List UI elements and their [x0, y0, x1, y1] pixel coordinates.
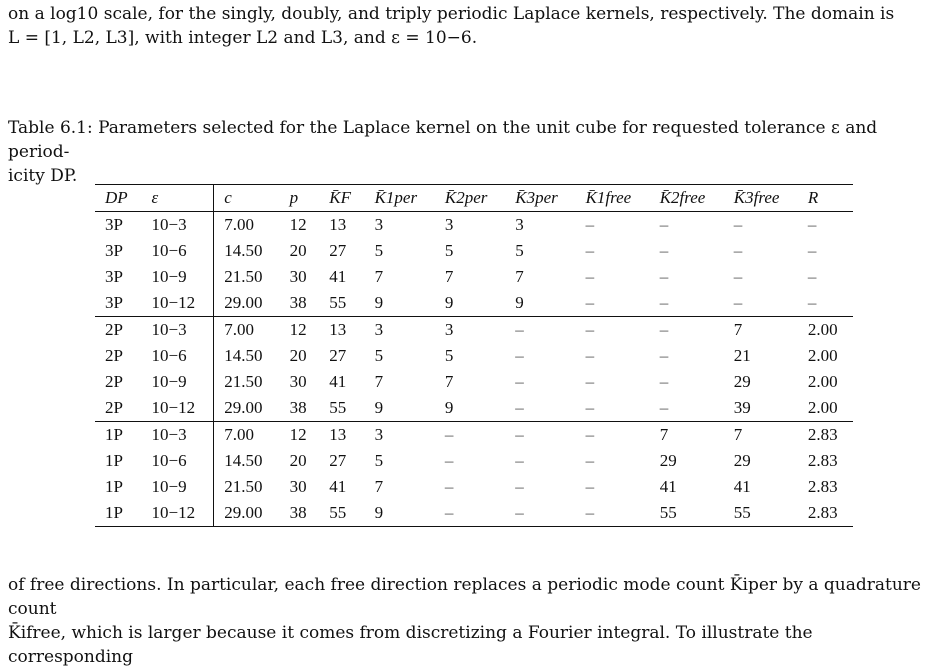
paragraph-top [8, 2, 941, 50]
cell-c: 7.00 [224, 215, 254, 234]
table-row [95, 395, 853, 422]
cell-k3per: 3 [515, 215, 524, 234]
paragraph-top-line2: L = [1, L2, L3], with integer L2 and L3, and ε = 10−6. [8, 28, 478, 48]
cell-epsilon: 10−12 [141, 500, 213, 527]
cell-k3free: 7 [733, 425, 743, 444]
cell-k1free: – [585, 503, 595, 522]
cell-p: 12 [289, 215, 307, 234]
cell-dp: 3P [105, 215, 123, 234]
cell-dp: 2P [105, 372, 123, 391]
cell-epsilon: 10−9 [141, 474, 213, 500]
cell-k1free: – [585, 372, 595, 391]
cell-c: 21.50 [224, 477, 263, 496]
cell-k2free: – [659, 267, 669, 286]
cell-p: 38 [289, 293, 307, 312]
cell-k2free: 7 [659, 425, 669, 444]
cell-c: 7.00 [224, 425, 254, 444]
cell-k1per: 3 [374, 215, 384, 234]
cell-c: 21.50 [224, 372, 263, 391]
cell-dp: 1P [105, 503, 123, 522]
cell-epsilon: 10−3 [141, 422, 213, 449]
cell-r: 2.00 [807, 398, 838, 417]
cell-r: 2.83 [807, 425, 838, 444]
cell-k1per: 5 [374, 241, 384, 260]
cell-epsilon: 10−12 [141, 290, 213, 317]
cell-k2per: 5 [444, 346, 454, 365]
cell-k2per: 3 [444, 320, 454, 339]
cell-k2free: – [659, 241, 669, 260]
cell-c: 29.00 [224, 503, 263, 522]
cell-p: 30 [289, 477, 307, 496]
cell-c: 21.50 [224, 267, 263, 286]
header-k3free: K̄3free [733, 188, 780, 207]
cell-dp: 3P [105, 267, 123, 286]
cell-dp: 2P [105, 398, 123, 417]
cell-k1per: 7 [374, 267, 384, 286]
table-row [95, 212, 853, 239]
cell-k1per: 5 [374, 451, 384, 470]
table-row [95, 422, 853, 449]
cell-k2per: 5 [444, 241, 454, 260]
cell-kf: 27 [329, 451, 347, 470]
cell-k2free: – [659, 293, 669, 312]
cell-k2per: 3 [444, 215, 454, 234]
table-row [95, 474, 853, 500]
cell-r: – [807, 241, 817, 260]
cell-k2per: 7 [444, 372, 454, 391]
header-k1per: K̄1per [374, 188, 418, 207]
table-row [95, 264, 853, 290]
cell-k1free: – [585, 451, 595, 470]
cell-kf: 41 [329, 267, 347, 286]
cell-k3free: – [733, 267, 743, 286]
cell-epsilon: 10−6 [141, 448, 213, 474]
cell-kf: 27 [329, 241, 347, 260]
table-row [95, 369, 853, 395]
cell-dp: 3P [105, 293, 123, 312]
cell-k3per: – [515, 398, 524, 417]
cell-k3free: 29 [733, 372, 751, 391]
cell-r: – [807, 215, 817, 234]
table-row [95, 290, 853, 317]
caption-label: Table 6.1: [8, 118, 93, 138]
cell-c: 29.00 [224, 398, 263, 417]
cell-epsilon: 10−3 [141, 317, 213, 344]
cell-epsilon: 10−6 [141, 343, 213, 369]
table-body [95, 212, 853, 527]
cell-k1free: – [585, 398, 595, 417]
cell-k1per: 7 [374, 372, 384, 391]
cell-epsilon: 10−3 [141, 212, 213, 239]
cell-c: 14.50 [224, 451, 263, 470]
cell-dp: 2P [105, 320, 123, 339]
cell-c: 14.50 [224, 241, 263, 260]
cell-r: – [807, 293, 817, 312]
cell-p: 20 [289, 346, 307, 365]
cell-k2free: – [659, 346, 669, 365]
cell-k1per: 7 [374, 477, 384, 496]
cell-k1free: – [585, 215, 595, 234]
cell-k3free: 39 [733, 398, 751, 417]
cell-r: 2.00 [807, 320, 838, 339]
cell-k3free: 29 [733, 451, 751, 470]
cell-k2free: – [659, 398, 669, 417]
table-row [95, 317, 853, 344]
cell-k3per: 7 [515, 267, 524, 286]
header-dp: DP [105, 188, 128, 207]
cell-k3free: 7 [733, 320, 743, 339]
header-epsilon: ε [141, 185, 213, 212]
cell-dp: 1P [105, 451, 123, 470]
header-k3per: K̄3per [515, 188, 558, 207]
cell-k2per: – [444, 503, 454, 522]
cell-dp: 2P [105, 346, 123, 365]
cell-c: 29.00 [224, 293, 263, 312]
cell-r: 2.83 [807, 451, 838, 470]
cell-kf: 13 [329, 320, 347, 339]
cell-k3per: 9 [515, 293, 524, 312]
cell-p: 30 [289, 372, 307, 391]
cell-dp: 1P [105, 425, 123, 444]
table-caption [8, 116, 941, 188]
cell-k3free: – [733, 215, 743, 234]
cell-k1free: – [585, 267, 595, 286]
cell-k2free: 41 [659, 477, 677, 496]
cell-k3per: – [515, 372, 524, 391]
header-k2free: K̄2free [659, 188, 706, 207]
cell-p: 12 [289, 425, 307, 444]
cell-k1per: 9 [374, 398, 384, 417]
header-k1free: K̄1free [585, 188, 632, 207]
paragraph-bottom-line2: K̄ifree, which is larger because it comes from discretizing a Fourier integral. To illustrate the corresponding [8, 623, 813, 667]
cell-k1per: 5 [374, 346, 384, 365]
cell-k3per: 5 [515, 241, 524, 260]
cell-k1free: – [585, 293, 595, 312]
header-kf: K̄F [329, 188, 351, 207]
cell-k3per: – [515, 425, 524, 444]
cell-k1free: – [585, 477, 595, 496]
header-p: p [289, 188, 299, 207]
cell-kf: 13 [329, 215, 347, 234]
paragraph-top-line1: on a log10 scale, for the singly, doubly, and triply periodic Laplace kernels, respectively. The domain is [8, 4, 895, 24]
cell-epsilon: 10−9 [141, 264, 213, 290]
caption-line1: Parameters selected for the Laplace kernel on the unit cube for requested tolerance ε and period- [8, 118, 878, 162]
cell-epsilon: 10−6 [141, 238, 213, 264]
cell-k3free: – [733, 241, 743, 260]
table-header-row [95, 185, 853, 212]
cell-k3per: – [515, 346, 524, 365]
cell-r: 2.83 [807, 477, 838, 496]
cell-k2free: – [659, 372, 669, 391]
cell-r: 2.83 [807, 503, 838, 522]
cell-p: 20 [289, 241, 307, 260]
header-c: c [224, 188, 232, 207]
cell-r: – [807, 267, 817, 286]
cell-p: 30 [289, 267, 307, 286]
cell-p: 12 [289, 320, 307, 339]
cell-k1per: 3 [374, 425, 384, 444]
cell-k2per: 9 [444, 398, 454, 417]
header-r: R [807, 188, 819, 207]
cell-k1per: 3 [374, 320, 384, 339]
cell-k2free: – [659, 320, 669, 339]
parameters-table [95, 184, 853, 527]
cell-k2per: 9 [444, 293, 454, 312]
cell-k1free: – [585, 241, 595, 260]
cell-k2per: – [444, 477, 454, 496]
cell-k1per: 9 [374, 503, 384, 522]
cell-kf: 41 [329, 372, 347, 391]
cell-k3free: – [733, 293, 743, 312]
cell-r: 2.00 [807, 372, 838, 391]
cell-dp: 1P [105, 477, 123, 496]
cell-k3per: – [515, 320, 524, 339]
cell-kf: 41 [329, 477, 347, 496]
cell-k3per: – [515, 477, 524, 496]
cell-k2free: – [659, 215, 669, 234]
cell-k2per: – [444, 451, 454, 470]
cell-dp: 3P [105, 241, 123, 260]
cell-r: 2.00 [807, 346, 838, 365]
cell-k2free: 55 [659, 503, 677, 522]
cell-k3free: 21 [733, 346, 751, 365]
table-row [95, 343, 853, 369]
table-row [95, 238, 853, 264]
cell-k3free: 41 [733, 477, 751, 496]
cell-kf: 55 [329, 398, 347, 417]
cell-k2free: 29 [659, 451, 677, 470]
cell-p: 38 [289, 503, 307, 522]
cell-kf: 13 [329, 425, 347, 444]
cell-kf: 55 [329, 503, 347, 522]
cell-k2per: 7 [444, 267, 454, 286]
table-row [95, 500, 853, 527]
cell-k3per: – [515, 503, 524, 522]
cell-epsilon: 10−12 [141, 395, 213, 422]
cell-p: 20 [289, 451, 307, 470]
cell-k1free: – [585, 346, 595, 365]
cell-kf: 27 [329, 346, 347, 365]
cell-c: 7.00 [224, 320, 254, 339]
paragraph-bottom [8, 573, 941, 669]
cell-k1per: 9 [374, 293, 384, 312]
paragraph-bottom-line1: of free directions. In particular, each free direction replaces a periodic mode count K̄iper by a quadrature count [8, 575, 921, 619]
cell-epsilon: 10−9 [141, 369, 213, 395]
cell-k1free: – [585, 320, 595, 339]
cell-c: 14.50 [224, 346, 263, 365]
cell-kf: 55 [329, 293, 347, 312]
cell-k1free: – [585, 425, 595, 444]
table-row [95, 448, 853, 474]
header-k2per: K̄2per [444, 188, 488, 207]
caption-line2: icity DP. [8, 166, 78, 186]
cell-k2per: – [444, 425, 454, 444]
cell-k3per: – [515, 451, 524, 470]
cell-p: 38 [289, 398, 307, 417]
cell-k3free: 55 [733, 503, 751, 522]
